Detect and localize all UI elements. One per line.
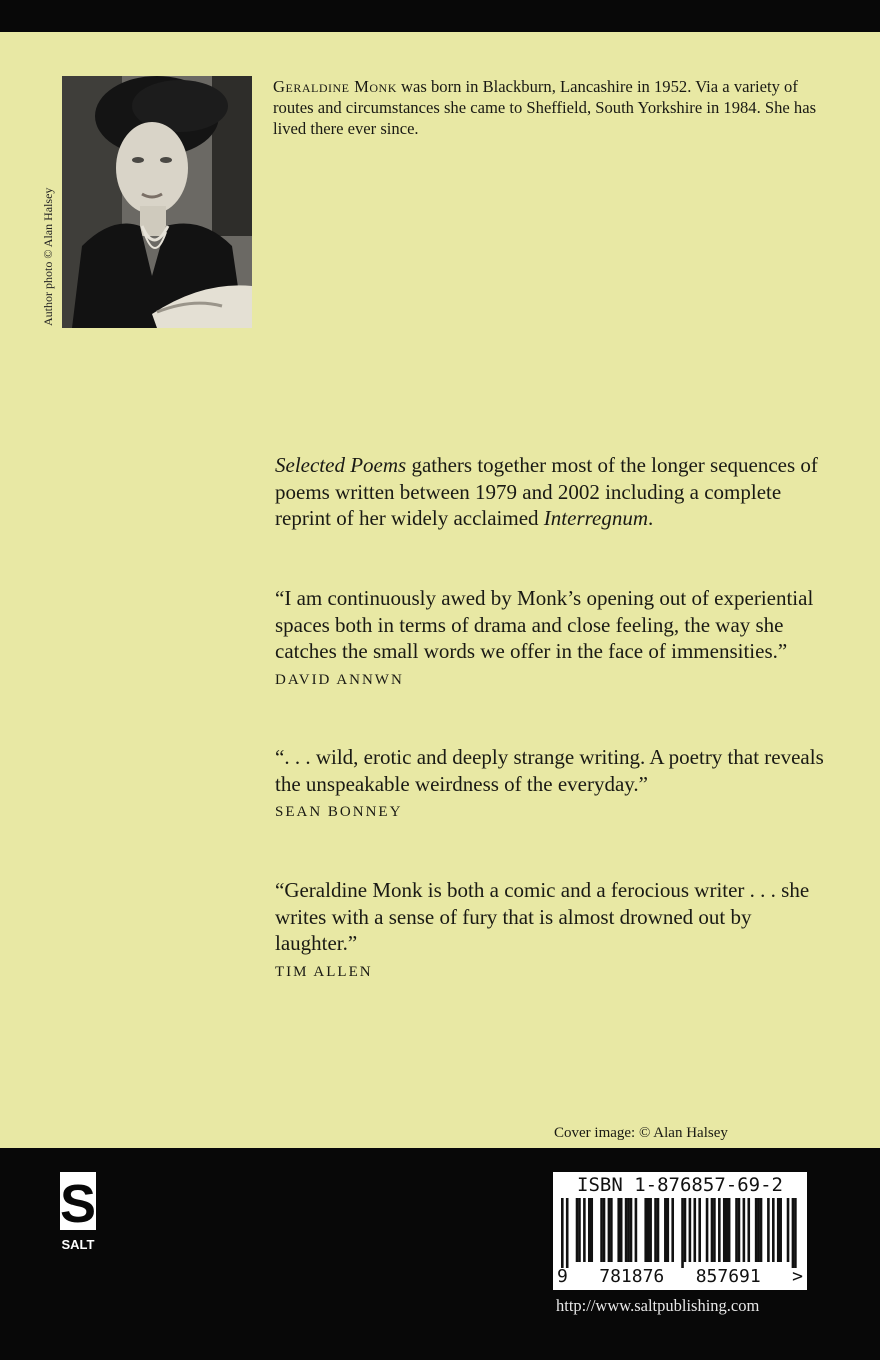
barcode-bar [747,1198,750,1262]
barcode-bar [757,1198,760,1262]
barcode-bar [794,1198,797,1268]
blurb-author: DAVID ANNWN [275,671,404,688]
barcode-bar [755,1198,758,1262]
barcode-bar [603,1198,606,1262]
barcode-bar [760,1198,763,1262]
barcode-bar [617,1198,620,1262]
barcode-bar [787,1198,790,1262]
barcode-bar [681,1198,684,1268]
barcode-bar [706,1198,709,1262]
barcode-bar [713,1198,716,1262]
salt-logo-letter: S [59,1174,97,1234]
isbn-barcode [553,1172,807,1290]
blurb-author: TIM ALLEN [275,963,373,980]
barcode-bar [620,1198,623,1262]
salt-logo [58,1170,98,1254]
barcode-bar [738,1198,741,1262]
top-band [0,0,880,32]
barcode-bar [561,1198,564,1268]
barcode-bar [627,1198,630,1262]
salt-logo-text: SALT [61,1237,95,1252]
barcode-bar [671,1198,674,1262]
barcode-bar [625,1198,628,1262]
barcode-bar [667,1198,670,1262]
blurb-author: SEAN BONNEY [275,804,403,820]
blurb-text: “. . . wild, erotic and deeply strange writing. A poetry that reveals the unspeakable weirdness of the everyday.” [275,745,824,796]
blurb-1 [275,585,835,689]
barcode-bar [772,1198,775,1262]
barcode-bar [767,1198,770,1262]
barcode-digit-group-2: 857691 [695,1266,761,1287]
work-title: Interregnum [543,506,648,530]
blurb-text: “Geraldine Monk is both a comic and a ferocious writer . . . she writes with a sense of fury that is almost drowned out by laughter.” [275,878,810,955]
barcode-bar [743,1198,746,1262]
barcode-digit-group-1: 781876 [599,1266,665,1287]
barcode-bar [792,1198,795,1268]
author-photo-credit: Author photo © Alan Halsey [41,187,55,326]
barcode-bar [583,1198,586,1262]
barcode-bar [566,1198,569,1268]
author-photo [62,76,252,328]
barcode-bar [635,1198,638,1262]
barcode-bar [664,1198,667,1262]
publisher-url[interactable]: http://www.saltpublishing.com [556,1296,760,1315]
barcode-bar [649,1198,652,1262]
author-bio-text: was born in Blackburn, Lancashire in 1952. Via a variety of routes and circumstances she came to Sheffield, South Yorkshire in 1984. She has lived there ever since. [273,77,817,138]
barcode-bar [711,1198,714,1262]
blurb-text: “I am continuously awed by Monk’s opening out of experiential spaces both in terms of drama and close feeling, the way she catches the small words we offer in the face of immensities.” [275,586,814,663]
barcode-bar [698,1198,701,1262]
barcode-bar [610,1198,613,1262]
barcode-bar [735,1198,738,1262]
barcode-bar [608,1198,611,1262]
barcode-bar [588,1198,591,1262]
barcode-bar [630,1198,633,1262]
description-end: . [648,506,654,530]
blurb-3 [275,877,835,981]
barcode-bar [578,1198,581,1262]
barcode-bar [718,1198,721,1262]
book-description [275,452,835,532]
barcode-bar [600,1198,603,1262]
barcode-digits [557,1266,803,1288]
barcode-digit-lead: 9 [557,1266,568,1287]
isbn-label: ISBN 1-876857-69-2 [577,1174,783,1196]
barcode-bar [657,1198,660,1262]
barcode-bar [725,1198,728,1262]
barcode-bar [779,1198,782,1262]
barcode-bars [561,1198,799,1268]
barcode-bar [777,1198,780,1262]
barcode-bar [576,1198,579,1262]
barcode-bar [684,1198,687,1262]
author-name: Geraldine Monk [273,77,397,96]
author-bio [273,76,833,139]
barcode-bar [647,1198,650,1262]
barcode-bar [654,1198,657,1262]
blurb-2 [275,744,835,821]
barcode-bar [590,1198,593,1262]
book-title: Selected Poems [275,453,407,477]
barcode-bar [689,1198,692,1262]
cover-image-credit: Cover image: © Alan Halsey [554,1125,728,1141]
barcode-digit-end: > [792,1266,803,1287]
barcode-bar [728,1198,731,1262]
barcode-bar [693,1198,696,1262]
barcode-bar [644,1198,647,1262]
description-text: gathers together most of the longer sequences of poems written between 1979 and 2002 including a complete reprint of her widely acclaimed [275,453,818,530]
barcode-bar [723,1198,726,1262]
